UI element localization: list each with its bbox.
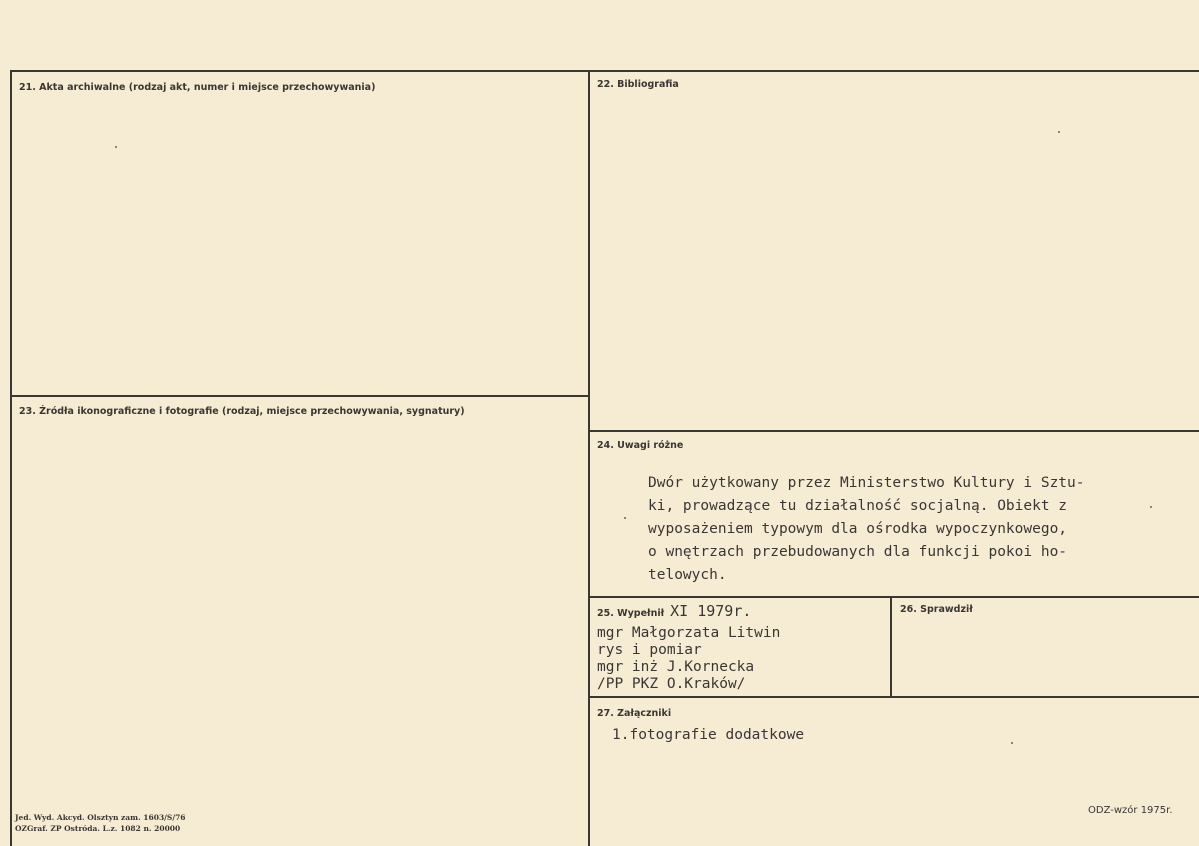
section-22-label: 22. Bibliografia	[597, 79, 679, 90]
paper-speck	[1011, 742, 1013, 744]
paper-speck	[1150, 506, 1152, 508]
section-27-label: 27. Załączniki	[597, 708, 672, 719]
divider-21-23	[10, 395, 588, 397]
remarks-line: Dwór użytkowany przez Ministerstwo Kultury i Sztu-	[648, 475, 1085, 491]
printer-imprint	[15, 812, 186, 834]
remarks-line: wyposażeniem typowym dla ośrodka wypoczynkowego,	[648, 521, 1068, 537]
divider-25-27	[590, 696, 1199, 698]
paper-speck	[115, 146, 117, 148]
left-border-line	[10, 70, 12, 846]
remarks-line: o wnętrzach przebudowanych dla funkcji pokoi ho-	[648, 544, 1068, 560]
filled-by-line: mgr Małgorzata Litwin	[597, 625, 781, 641]
remarks-line: ki, prowadzące tu działalność socjalną. Obiekt z	[648, 498, 1068, 514]
filled-by-line: /PP PKZ O.Kraków/	[597, 676, 746, 692]
section-23-label: 23. Źródła ikonograficzne i fotografie (rodzaj, miejsce przechowywania, sygnatury)	[19, 406, 465, 417]
filled-by-line: mgr inż J.Kornecka	[597, 659, 755, 675]
divider-24-25	[590, 596, 1199, 598]
paper-speck	[624, 517, 626, 519]
top-border-line	[10, 70, 1199, 72]
section-25-label-text: 25. Wypełnił	[597, 608, 665, 619]
imprint-line: OZGraf. ZP Ostróda. L.z. 1082 n. 20000	[15, 824, 181, 833]
remarks-line: telowych.	[648, 567, 727, 583]
section-21-label: 21. Akta archiwalne (rodzaj akt, numer i miejsce przechowywania)	[19, 82, 376, 93]
form-identifier: ODZ-wzór 1975r.	[1088, 805, 1173, 816]
section-25-label	[597, 602, 751, 620]
section-26-label: 26. Sprawdził	[900, 604, 973, 615]
divider-22-24	[590, 430, 1199, 432]
filled-by-line: rys i pomiar	[597, 642, 702, 658]
center-divider-line	[588, 70, 590, 846]
attachments-line: 1.fotografie dodatkowe	[612, 727, 805, 743]
divider-25-26	[890, 596, 892, 697]
imprint-line: Jed. Wyd. Akcyd. Olsztyn zam. 1603/S/76	[15, 813, 186, 822]
filled-date: XI 1979r.	[670, 602, 752, 620]
section-24-label: 24. Uwagi różne	[597, 440, 684, 451]
paper-speck	[1058, 131, 1060, 133]
